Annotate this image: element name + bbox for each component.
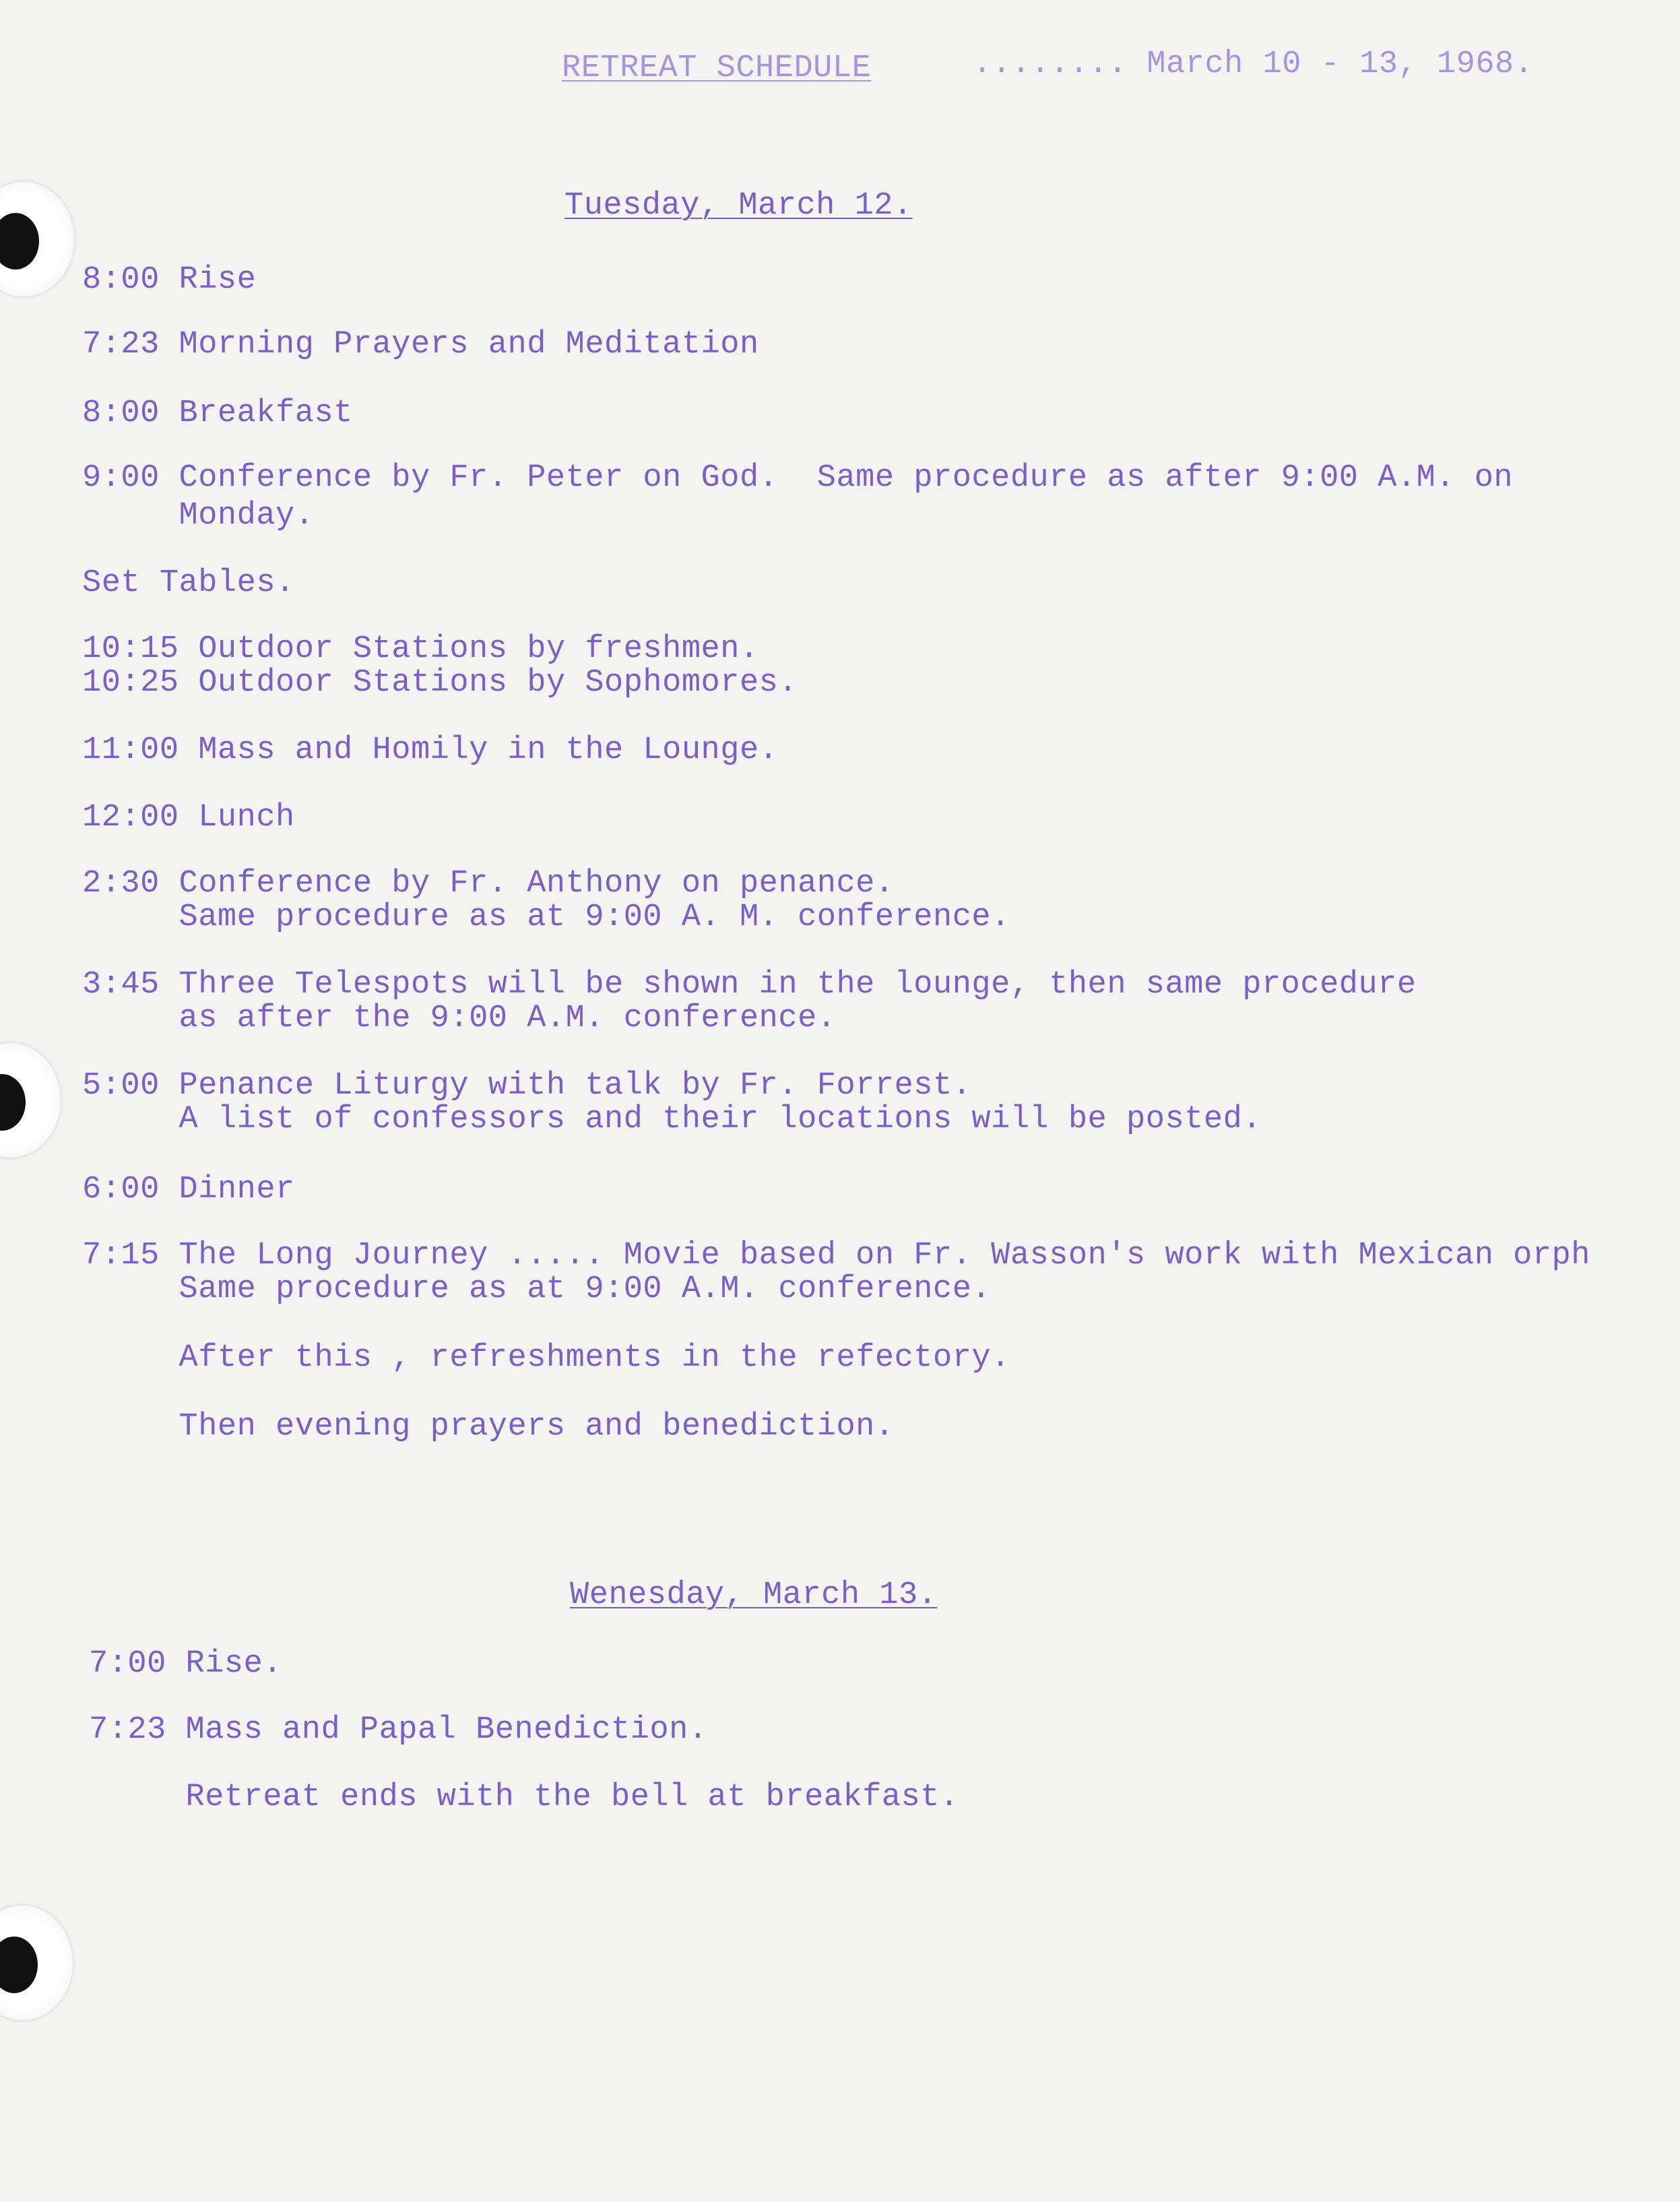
schedule-entry: 9:00 Conference by Fr. Peter on God. Same procedure as after 9:00 A.M. on xyxy=(82,460,1514,496)
schedule-entry: After this , refreshments in the refectory. xyxy=(82,1340,1010,1376)
schedule-entry: as after the 9:00 A.M. conference. xyxy=(82,1001,837,1036)
schedule-entry: 6:00 Dinner xyxy=(82,1172,295,1207)
punch-hole xyxy=(0,182,74,296)
schedule-entry: 7:15 The Long Journey ..... Movie based on Fr. Wasson's work with Mexican orph xyxy=(82,1238,1590,1273)
punch-hole xyxy=(0,1906,73,2020)
schedule-entry: 8:00 Breakfast xyxy=(82,396,353,431)
schedule-entry: 7:23 Morning Prayers and Meditation xyxy=(82,327,759,363)
schedule-entry: 11:00 Mass and Homily in the Lounge. xyxy=(82,732,779,768)
schedule-entry: Same procedure as at 9:00 A.M. conference. xyxy=(82,1271,992,1307)
schedule-entry: A list of confessors and their locations will be posted. xyxy=(82,1102,1262,1137)
schedule-entry: 10:15 Outdoor Stations by freshmen. xyxy=(82,631,759,667)
schedule-entry: 10:25 Outdoor Stations by Sophomores. xyxy=(82,665,798,701)
schedule-entry: Same procedure as at 9:00 A. M. conference. xyxy=(82,900,1010,935)
document-dates: ........ March 10 - 13, 1968. xyxy=(973,46,1534,82)
schedule-entry: 7:00 Rise. xyxy=(89,1646,283,1682)
schedule-entry: Then evening prayers and benediction. xyxy=(82,1409,895,1445)
schedule-entry: Monday. xyxy=(82,498,315,534)
punch-hole xyxy=(0,1043,61,1158)
schedule-entry: 5:00 Penance Liturgy with talk by Fr. Forrest. xyxy=(82,1068,972,1104)
schedule-entry: 7:23 Mass and Papal Benediction. xyxy=(89,1712,708,1748)
schedule-entry: Retreat ends with the bell at breakfast. xyxy=(89,1780,959,1815)
document-title: RETREAT SCHEDULE xyxy=(562,51,872,86)
schedule-entry: 2:30 Conference by Fr. Anthony on penance. xyxy=(82,866,895,902)
section-heading-wednesday: Wenesday, March 13. xyxy=(570,1577,938,1613)
schedule-entry: 8:00 Rise xyxy=(82,262,257,298)
schedule-entry: Set Tables. xyxy=(82,565,295,601)
schedule-entry: 3:45 Three Telespots will be shown in the lounge, then same procedure xyxy=(82,967,1417,1003)
schedule-entry: 12:00 Lunch xyxy=(82,800,295,836)
section-heading-tuesday: Tuesday, March 12. xyxy=(564,188,913,224)
